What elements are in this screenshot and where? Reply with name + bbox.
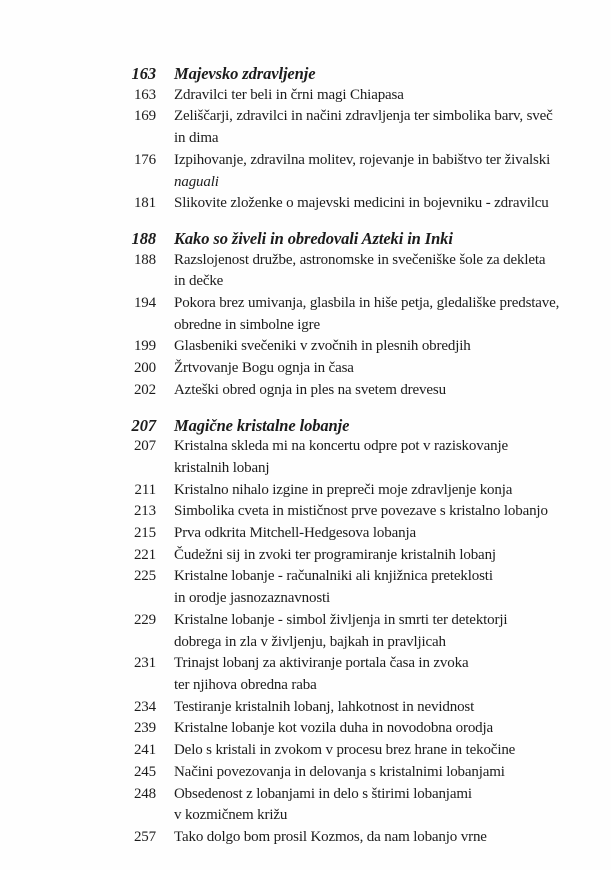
toc-entry-page-number: 241 (133, 742, 156, 759)
toc-entry (114, 250, 601, 293)
toc-entry-title-line: Testiranje kristalnih lobanj, lahkotnost in nevidnost (174, 698, 475, 715)
toc-entry (114, 653, 601, 696)
toc-entry (114, 293, 601, 336)
toc-entry-title (174, 501, 548, 523)
toc-entry-page-number: 207 (133, 438, 156, 455)
toc-entry-page-number: 229 (133, 611, 156, 628)
toc-entry (114, 545, 601, 567)
toc-entry-title (174, 653, 468, 696)
toc-entry-title (174, 718, 493, 740)
toc-entry-title-line: Azteški obred ognja in ples na svetem drevesu (174, 381, 446, 398)
toc-entry-title (174, 827, 487, 849)
toc-entry (114, 436, 601, 479)
toc-entry-page-number: 245 (133, 763, 156, 780)
toc-section-title: Majevsko zdravljenje (174, 64, 316, 83)
toc-entry-title-line: Čudežni sij in zvoki ter programiranje kristalnih lobanj (174, 546, 496, 563)
toc-entry (114, 697, 601, 719)
toc-entry-title (174, 106, 553, 149)
toc-entry (114, 610, 601, 653)
toc-entry-page-number: 211 (134, 481, 156, 498)
toc-entry-title-line: ter njihova obredna raba (174, 676, 317, 693)
toc-entry-title-line: Kristalne lobanje kot vozila duha in novodobna orodja (174, 720, 494, 737)
toc-entry (114, 150, 601, 193)
toc-entry-title-line: in dečke (174, 273, 224, 290)
toc-entry-title (174, 336, 471, 358)
toc-entry-title (174, 250, 545, 293)
toc-entry (114, 827, 601, 849)
toc-section-page-number: 163 (131, 64, 156, 83)
toc-entry-title (174, 380, 446, 402)
toc-entry-title (174, 85, 404, 107)
toc-entry (114, 380, 601, 402)
toc-entry-page-number: 163 (133, 86, 156, 103)
toc-entry (114, 784, 601, 827)
toc-entry-title (174, 436, 508, 479)
toc-entry-title-line: Prva odkrita Mitchell-Hedgesova lobanja (174, 525, 416, 542)
toc-entry-page-number: 248 (133, 785, 156, 802)
toc-entry-title-line: Slikovite zloženke o majevski medicini in bojevniku - zdravilcu (174, 195, 549, 212)
toc-entry-title-line: Glasbeniki svečeniki v zvočnih in plesnih obredjih (174, 338, 471, 355)
toc-entry-title (174, 740, 515, 762)
toc-entry-title (174, 480, 512, 502)
toc-entry (114, 106, 601, 149)
toc-section-heading (114, 63, 601, 85)
toc-section (114, 63, 601, 215)
toc-entry-title (174, 358, 354, 380)
toc-section (114, 228, 601, 402)
toc-entry-page-number: 257 (133, 828, 156, 845)
toc-entry-title-line: in orodje jasnozaznavnosti (174, 590, 331, 607)
toc-entry-title-line: Obsedenost z lobanjami in delo s štirimi lobanjami (174, 785, 472, 802)
toc-entry-title-line: naguali (174, 173, 219, 190)
toc-entry-title-line: v kozmičnem križu (174, 807, 288, 824)
toc-entry-page-number: 215 (133, 525, 156, 542)
toc-entry-page-number: 231 (133, 655, 156, 672)
toc-entry-title (174, 697, 474, 719)
toc-entry-title-line: in dima (174, 130, 219, 147)
toc-entry-page-number: 234 (133, 698, 156, 715)
toc-entry (114, 336, 601, 358)
toc-entry-title-line: Razslojenost družbe, astronomske in svečeniške šole za dekleta (174, 251, 546, 268)
toc-entry-title-line: Simbolika cveta in mističnost prve povezave s kristalno lobanjo (174, 503, 548, 520)
toc-entry-page-number: 200 (133, 360, 156, 377)
toc-entry-page-number: 194 (133, 295, 156, 312)
toc-entry (114, 480, 601, 502)
toc-entry-title (174, 523, 416, 545)
toc-entry-page-number: 169 (133, 108, 156, 125)
toc-entry-title-line: Kristalno nihalo izgine in prepreči moje zdravljenje konja (174, 481, 513, 498)
toc-entry-title-line: Kristalna skleda mi na koncertu odpre pot v raziskovanje (174, 438, 508, 455)
toc-entry-title (174, 610, 507, 653)
toc-entry-title-line: Žrtvovanje Bogu ognja in časa (174, 360, 354, 377)
toc-section-heading (114, 415, 601, 437)
toc-entry-title-line: obredne in simbolne igre (174, 316, 320, 333)
toc-entry-title (174, 566, 493, 609)
toc-entry-title (174, 293, 559, 336)
toc-section-title: Magične kristalne lobanje (174, 415, 350, 435)
toc-entry-page-number: 188 (133, 251, 156, 268)
toc-section-title: Kako so živeli in obredovali Azteki in Inki (174, 228, 453, 248)
toc-entry-page-number: 202 (133, 381, 156, 398)
toc-entry (114, 740, 601, 762)
toc-entry-page-number: 199 (133, 338, 156, 355)
toc-entry-title-line: Zdravilci ter beli in črni magi Chiapasa (174, 86, 404, 103)
toc-entry-title-line: Tako dolgo bom prosil Kozmos, da nam lobanjo vrne (174, 828, 487, 845)
toc-entry (114, 85, 601, 107)
toc-entry-title-line: Delo s kristali in zvokom v procesu brez hrane in tekočine (174, 742, 516, 759)
toc-entry-page-number: 176 (133, 151, 156, 168)
toc-entry-title (174, 784, 472, 827)
toc-entry (114, 762, 601, 784)
toc-entry (114, 358, 601, 380)
toc-entry (114, 718, 601, 740)
toc-entry-title (174, 193, 549, 215)
toc-section-heading (114, 228, 601, 250)
toc-entry-page-number: 225 (133, 568, 156, 585)
toc-entry-title (174, 150, 550, 193)
toc-entry-page-number: 239 (133, 720, 156, 737)
toc-entry-title-line: Kristalne lobanje - računalniki ali knjižnica preteklosti (174, 568, 493, 585)
toc-entry-page-number: 221 (133, 546, 156, 563)
toc-entry (114, 501, 601, 523)
toc-entry-title-line: Zeliščarji, zdravilci in načini zdravljenja ter simbolika barv, sveč (174, 108, 553, 125)
toc-entry-title-line: kristalnih lobanj (174, 459, 270, 476)
toc-entry (114, 193, 601, 215)
toc-entry-page-number: 213 (133, 503, 156, 520)
toc-entry-title-line: dobrega in zla v življenju, bajkah in pravljicah (174, 633, 446, 650)
toc-entry-page-number: 181 (133, 195, 156, 212)
toc-entry-title (174, 762, 505, 784)
toc-section-page-number: 188 (131, 228, 156, 248)
toc-entry-title-line: Načini povezovanja in delovanja s kristalnimi lobanjami (174, 763, 505, 780)
toc-entry-title-line: Trinajst lobanj za aktiviranje portala časa in zvoka (174, 655, 469, 672)
toc-entry-title-line: Izpihovanje, zdravilna molitev, rojevanje in babištvo ter živalski (174, 151, 551, 168)
toc-entry (114, 566, 601, 609)
toc-section-page-number: 207 (131, 415, 156, 435)
toc-entry (114, 523, 601, 545)
toc-entry-title (174, 545, 496, 567)
toc-entry-title-line: Kristalne lobanje - simbol življenja in smrti ter detektorji (174, 611, 508, 628)
toc-entry-title-line: Pokora brez umivanja, glasbila in hiše petja, gledališke predstave, (174, 295, 560, 312)
toc-section (114, 415, 601, 849)
